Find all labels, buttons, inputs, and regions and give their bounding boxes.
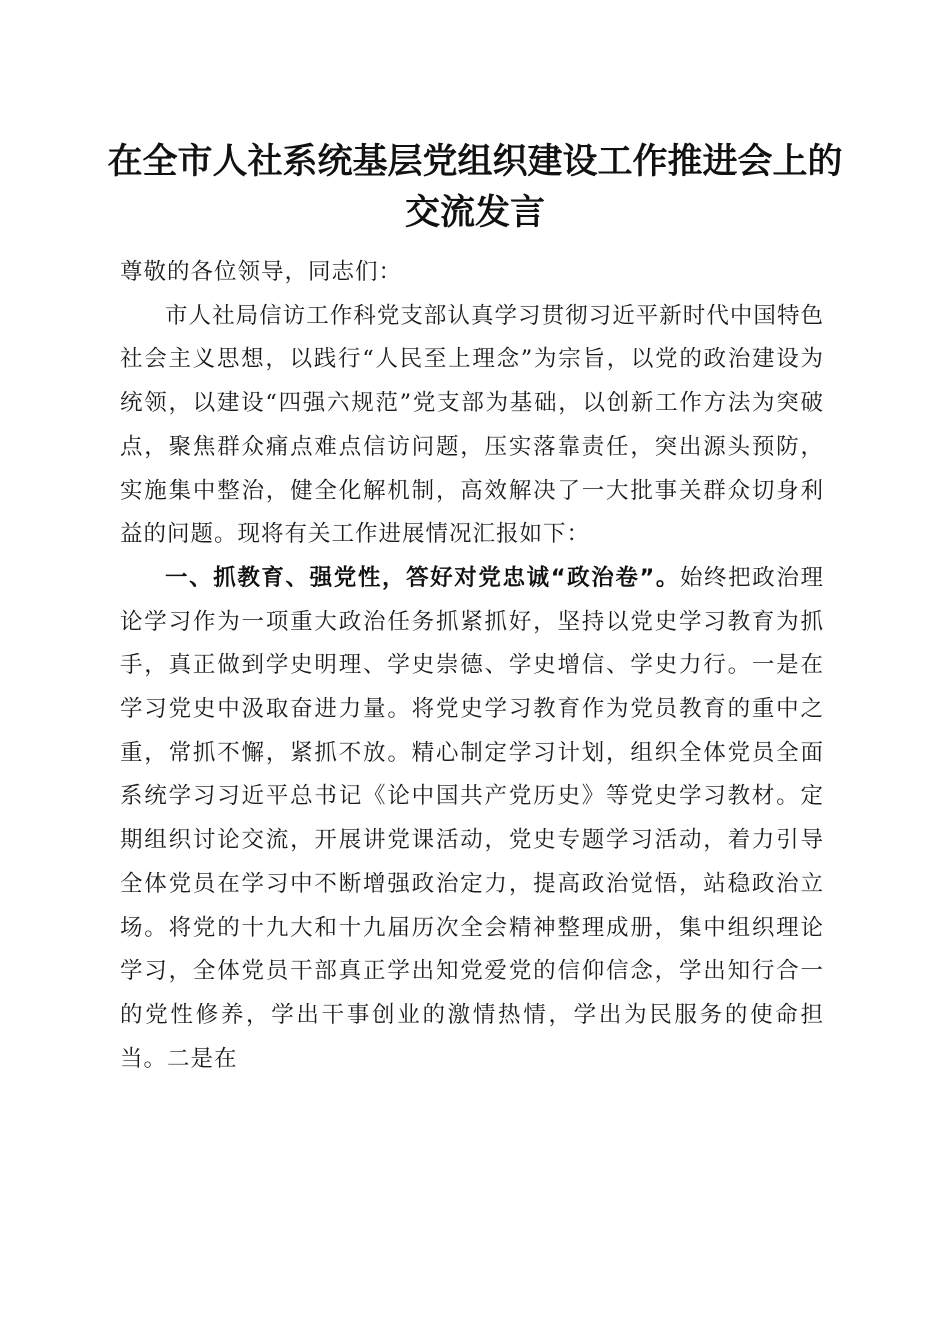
document-body xyxy=(120,251,824,1081)
document-title: 在全市人社系统基层党组织建设工作推进会上的交流发言 xyxy=(107,141,843,233)
intro-paragraph: 市人社局信访工作科党支部认真学习贯彻习近平新时代中国特色社会主义思想，以践行“人民至上理念”为宗旨，以党的政治建设为统领，以建设“四强六规范”党支部为基础，以创新工作方法为突破点，聚焦群众痛点难点信访问题，压实落靠责任，突出源头预防，实施集中整治，健全化解机制，高效解决了一大批事关群众切身利益的问题。现将有关工作进展情况汇报如下： xyxy=(120,302,824,548)
section-1-heading: 一、抓教育、强党性，答好对党忠诚“政治卷”。 xyxy=(165,564,680,591)
salutation: 尊敬的各位领导，同志们： xyxy=(120,259,403,285)
section-1-body: 始终把政治理论学习作为一项重大政治任务抓紧抓好，坚持以党史学习教育为抓手，真正做到学史明理、学史崇德、学史增信、学史力行。一是在学习党史中汲取奋进力量。将党史学习教育作为党员教育的重中之重，常抓不懈，紧抓不放。精心制定学习计划，组织全体党员全面系统学习习近平总书记《论中国共产党历史》等党史学习教材。定期组织讨论交流，开展讲党课活动，党史专题学习活动，着力引导全体党员在学习中不断增强政治定力，提高政治觉悟，站稳政治立场。将党的十九大和十九届历次全会精神整理成册，集中组织理论学习，全体党员干部真正学出知党爱党的信仰信念，学出知行合一的党性修养，学出干事创业的激情热情，学出为民服务的使命担当。二是在 xyxy=(120,564,824,1072)
section-1-paragraph xyxy=(120,557,824,1081)
